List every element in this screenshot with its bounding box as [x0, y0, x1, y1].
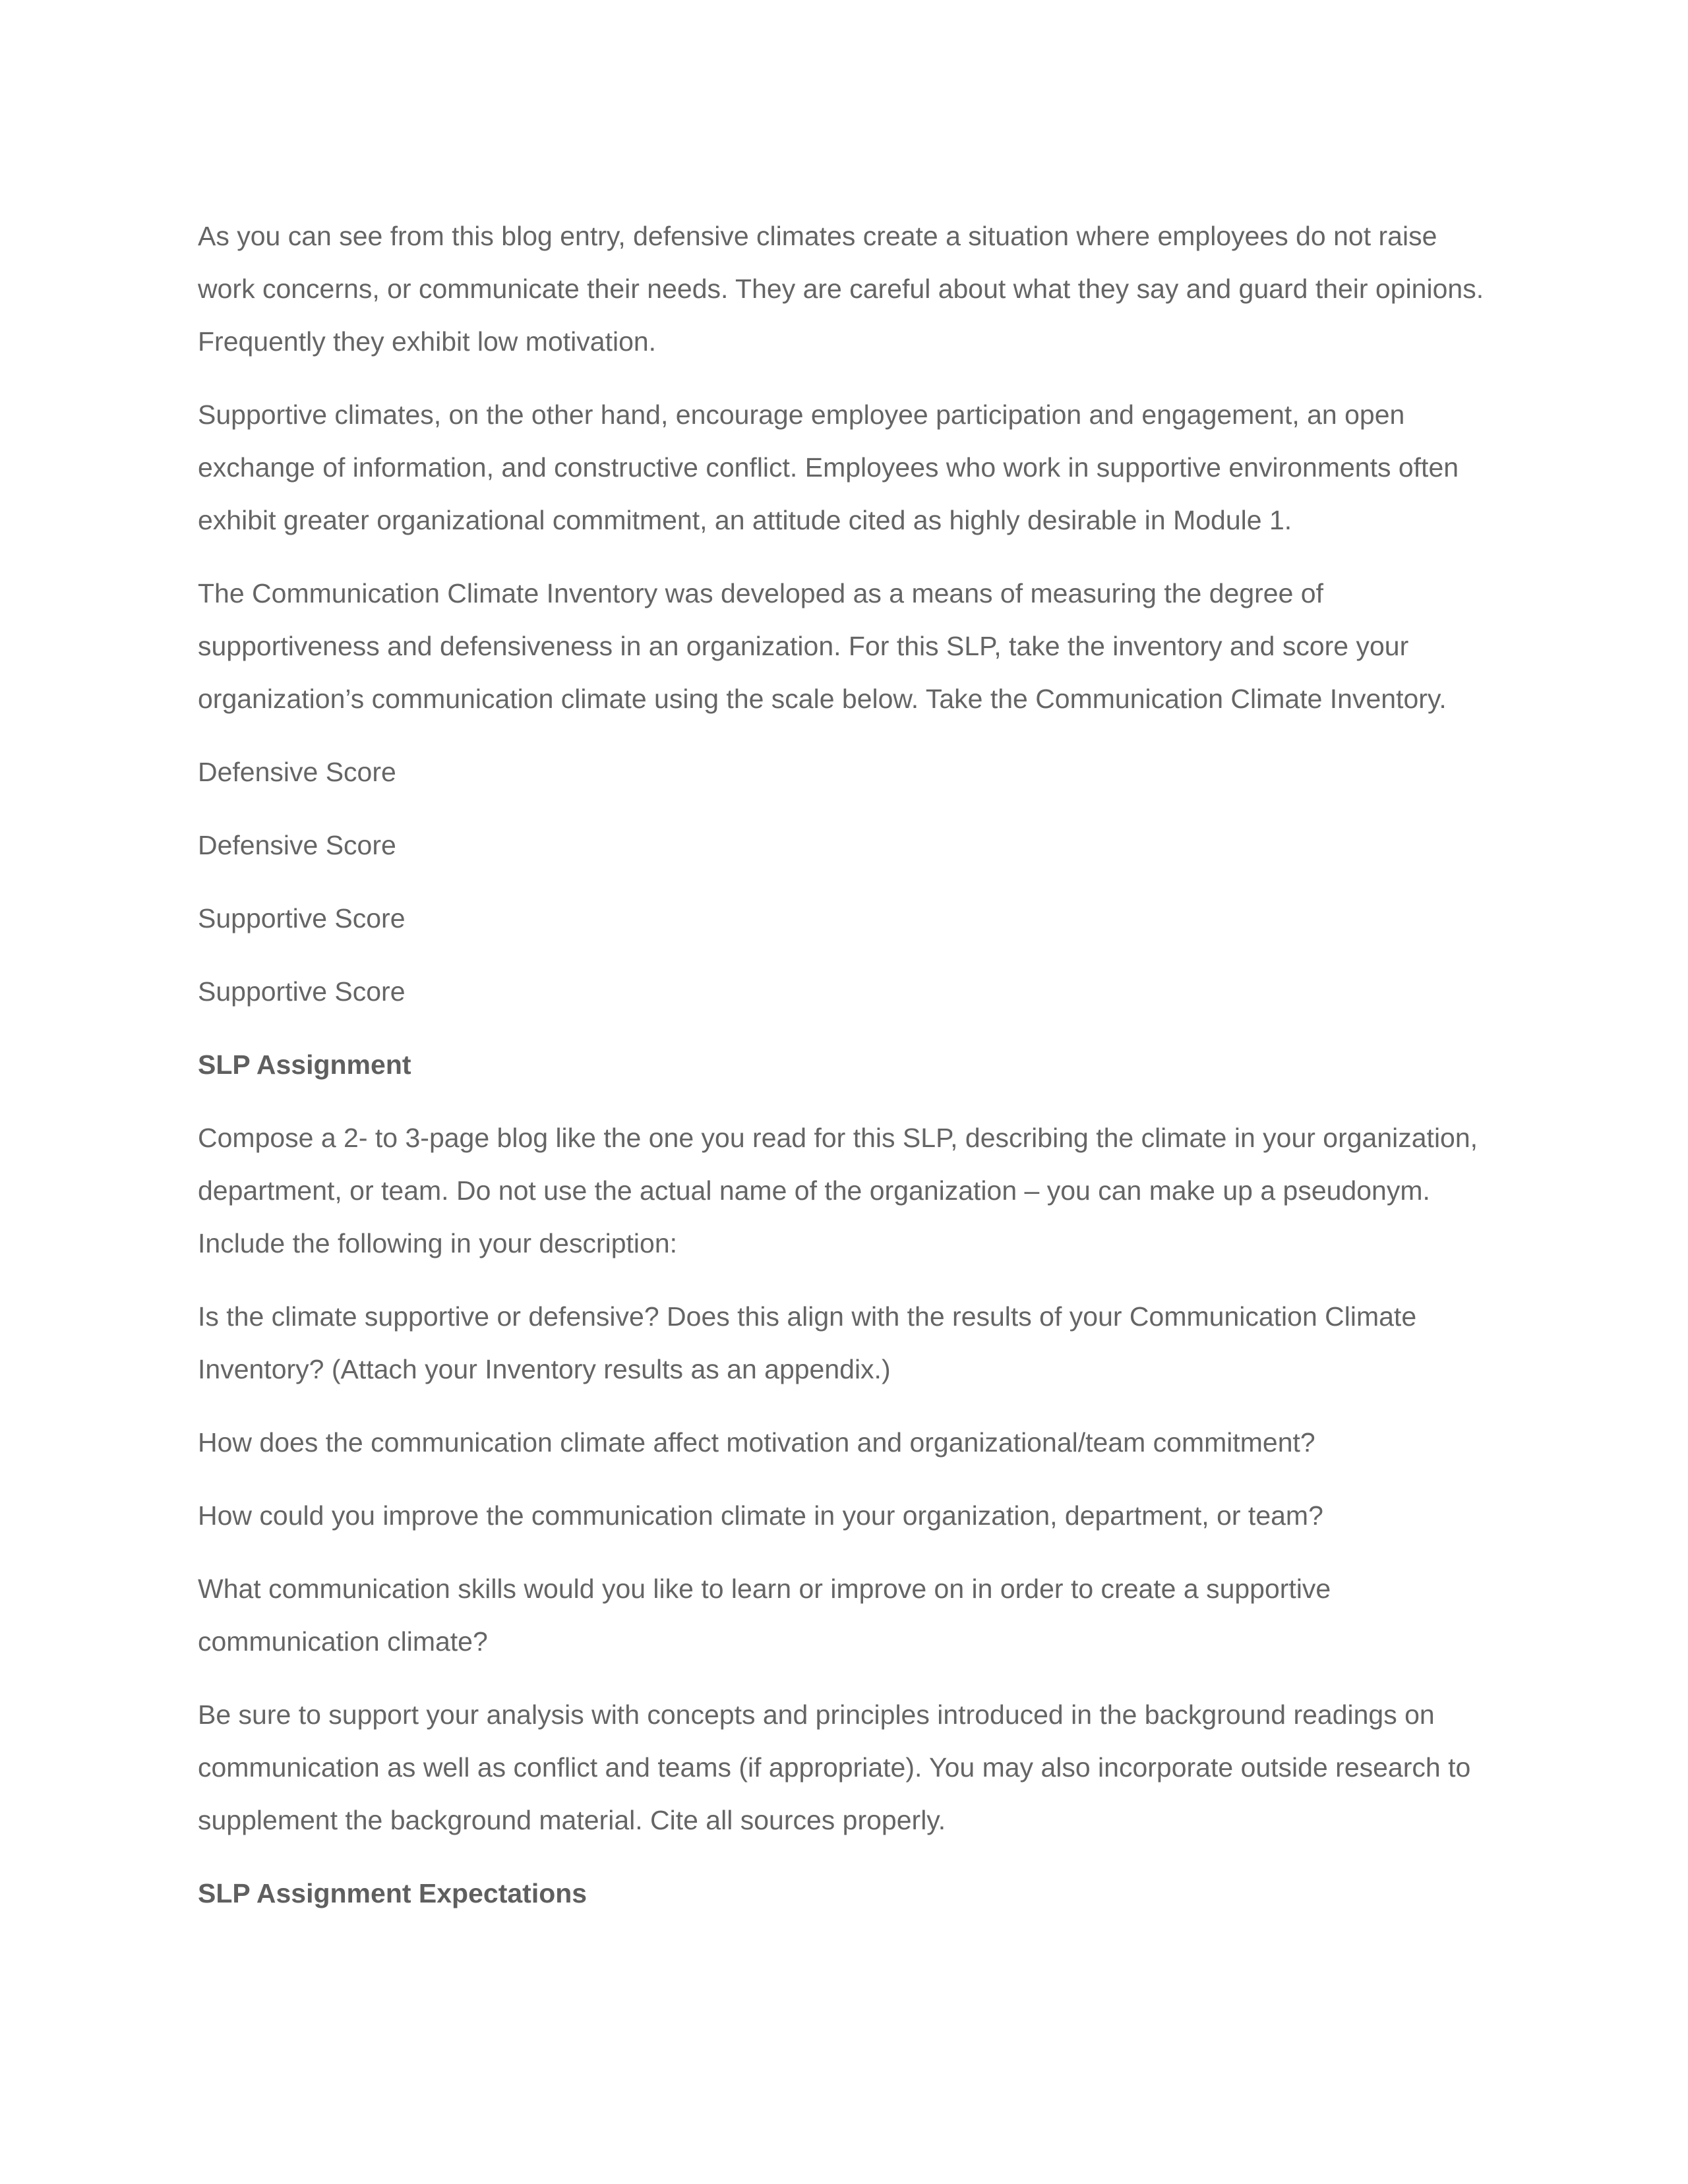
- supportive-score-label: Supportive Score: [198, 903, 406, 933]
- inventory-paragraph: The Communication Climate Inventory was developed as a means of measuring the degree of supportiveness and defensiveness in an organization. For this SLP, take the inventory and score your organization’s communication climate using the scale below. Take the Communication Climate Inventory.: [198, 578, 1447, 714]
- question-skills: What communication skills would you like to learn or improve on in order to create a supportive communication climate?: [198, 1574, 1331, 1657]
- supportive-score-label: Supportive Score: [198, 976, 406, 1007]
- intro-defensive-paragraph: As you can see from this blog entry, defensive climates create a situation where employees do not raise work concerns, or communicate their needs. They are careful about what they say and guard their opinions. Frequently they exhibit low motivation.: [198, 221, 1484, 357]
- slp-assignment-heading: SLP Assignment: [198, 1049, 411, 1080]
- supportive-climates-paragraph: Supportive climates, on the other hand, encourage employee participation and engagement, an open exchange of information, and constructive conflict. Employees who work in supportive environments often exhibit greater organizational commitment, an attitude cited as highly desirable in Module 1.: [198, 399, 1459, 535]
- document-page: [198, 210, 1490, 1940]
- support-analysis-paragraph: Be sure to support your analysis with concepts and principles introduced in the background readings on communication as well as conflict and teams (if appropriate). You may also incorporate outside research to supplement the background material. Cite all sources properly.: [198, 1699, 1471, 1835]
- defensive-score-label: Defensive Score: [198, 830, 396, 860]
- question-climate-type: Is the climate supportive or defensive? Does this align with the results of your Communication Climate Inventory? (Attach your Inventory results as an appendix.): [198, 1301, 1417, 1384]
- slp-expectations-heading: SLP Assignment Expectations: [198, 1878, 588, 1908]
- question-motivation: How does the communication climate affect motivation and organizational/team commitment?: [198, 1427, 1315, 1458]
- compose-blog-paragraph: Compose a 2- to 3-page blog like the one you read for this SLP, describing the climate in your organization, department, or team. Do not use the actual name of the organization – you can make up a pseudonym. Include the following in your description:: [198, 1123, 1478, 1258]
- question-improve: How could you improve the communication climate in your organization, department, or team?: [198, 1500, 1323, 1531]
- defensive-score-label: Defensive Score: [198, 757, 396, 787]
